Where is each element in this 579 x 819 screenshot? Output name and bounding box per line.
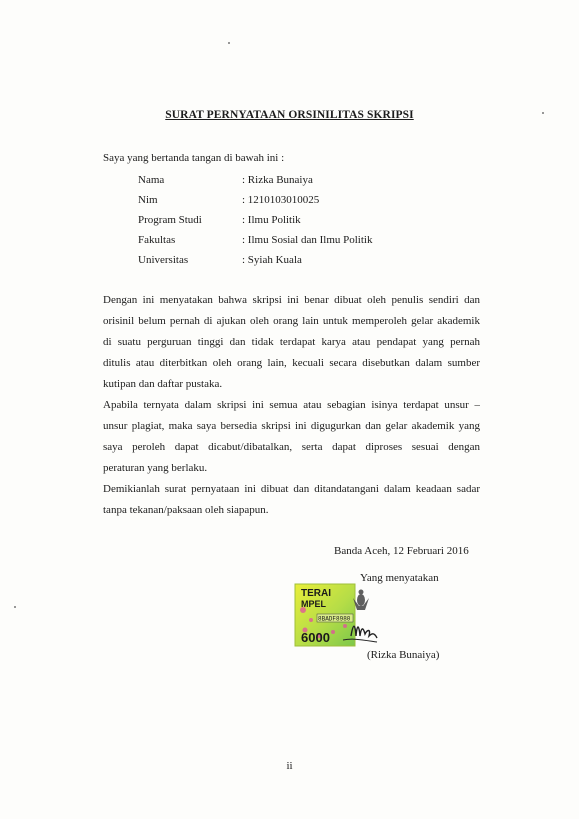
field-label: Program Studi xyxy=(138,214,202,226)
document-title: SURAT PERNYATAAN ORSINILITAS SKRIPSI xyxy=(165,109,414,121)
paragraph-statement xyxy=(103,290,480,521)
scan-speck xyxy=(228,42,230,44)
intro-line: Saya yang bertanda tangan di bawah ini : xyxy=(103,152,285,164)
field-value: : 1210103010025 xyxy=(242,194,320,206)
paragraph-line: tanpa tekanan/paksaan oleh siapapun. xyxy=(103,504,269,516)
paragraph-line: saya peroleh dapat dicabut/dibatalkan, serta dapat diproses sesuai dengan xyxy=(103,441,480,453)
field-value: : Ilmu Sosial dan Ilmu Politik xyxy=(242,234,373,246)
page-number: ii xyxy=(286,760,293,772)
field-label: Nim xyxy=(138,194,158,206)
paragraph-line: di suatu perguruan tinggi dan tidak terdapat karya atau pendapat yang pernah xyxy=(103,336,480,348)
field-label: Fakultas xyxy=(138,234,176,246)
paragraph-line: unsur plagiat, maka saya bersedia skripsi ini digugurkan dan gelar akademik yang xyxy=(103,420,480,432)
field-value: : Rizka Bunaiya xyxy=(242,174,313,186)
paragraph-line: kutipan dan daftar pustaka. xyxy=(103,378,223,390)
paragraph-line: Apabila ternyata dalam skripsi ini semua atau sebagian isinya terdapat unsur – xyxy=(103,399,480,411)
place-date: Banda Aceh, 12 Februari 2016 xyxy=(334,545,469,557)
svg-text:MPEL: MPEL xyxy=(301,599,327,609)
svg-text:8BADF8980: 8BADF8980 xyxy=(318,615,351,623)
svg-text:6000: 6000 xyxy=(301,630,330,645)
field-value: : Syiah Kuala xyxy=(242,254,302,266)
signer-name: (Rizka Bunaiya) xyxy=(367,649,440,661)
field-value: : Ilmu Politik xyxy=(242,214,301,226)
paragraph-line: ditulis atau diterbitkan oleh orang lain, kecuali secara disebutkan dalam sumber xyxy=(103,357,480,369)
field-label: Universitas xyxy=(138,254,189,266)
svg-text:TERAI: TERAI xyxy=(301,588,331,599)
paragraph-line: orisinil belum pernah di ajukan oleh orang lain untuk memperoleh gelar akademik xyxy=(103,315,480,327)
field-label: Nama xyxy=(138,174,165,186)
scan-speck xyxy=(14,606,16,608)
paragraph-line: Dengan ini menyatakan bahwa skripsi ini benar dibuat oleh penulis sendiri dan xyxy=(103,294,480,306)
paragraph-line: Demikianlah surat pernyataan ini dibuat dan ditandatangani dalam keadaan sadar xyxy=(103,483,480,495)
paragraph-line: peraturan yang berlaku. xyxy=(103,462,208,474)
revenue-stamp-with-signature xyxy=(293,580,379,652)
declarant-label: Yang menyatakan xyxy=(360,572,439,584)
